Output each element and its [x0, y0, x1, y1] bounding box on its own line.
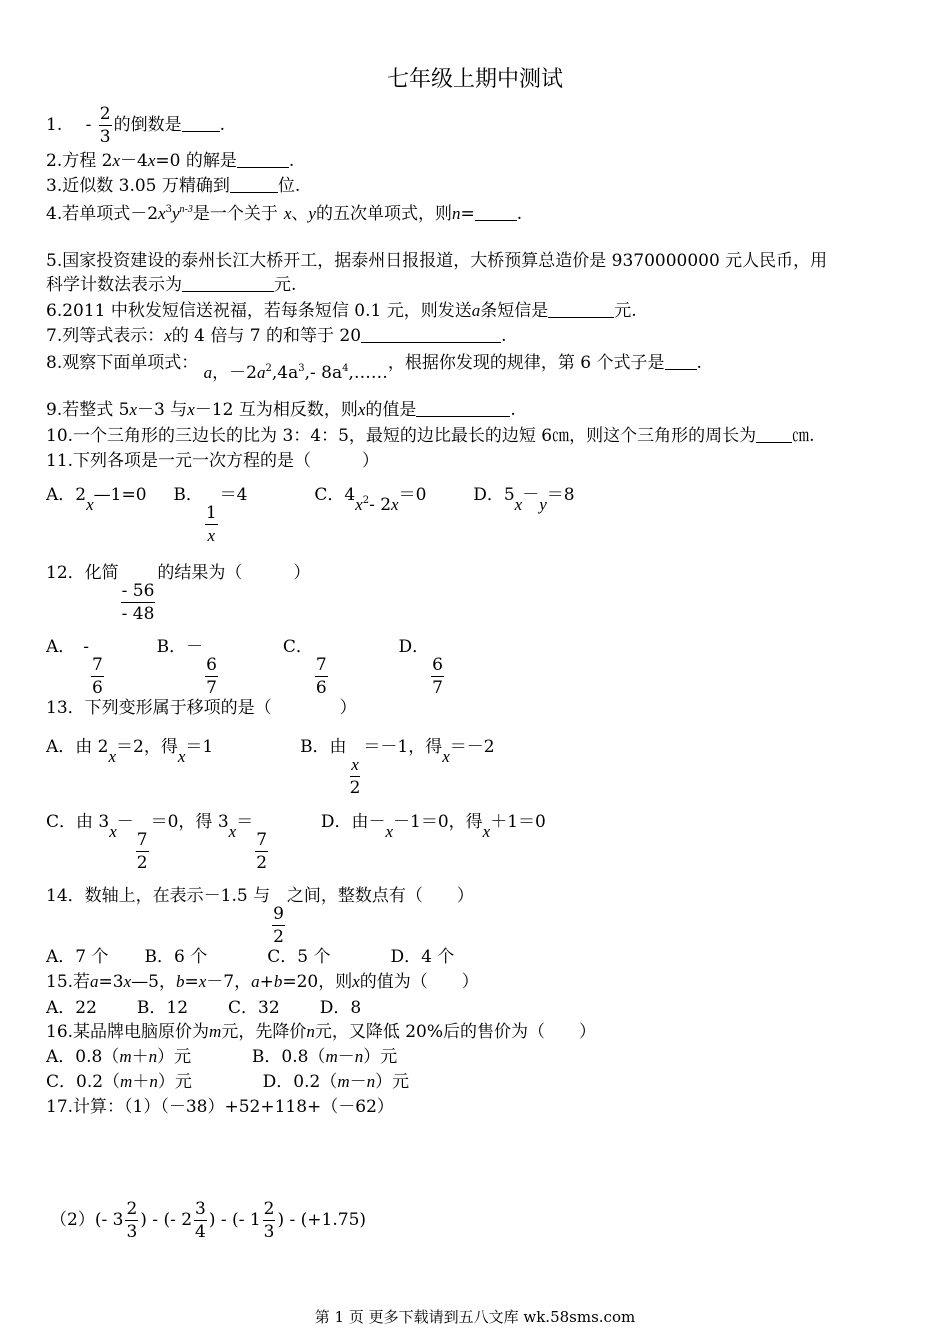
q13-option-c[interactable]: C．由 3x－ $\frac{7}{2}$ ＝0，得 3x＝ $\frac{7}{2}$	[46, 812, 268, 873]
q15-option-a[interactable]: A．22	[46, 998, 97, 1018]
q10-answer-blank[interactable]	[756, 426, 792, 443]
question-15: 15.若a=3x—5，b=x－7，a+b=20，则x的值为（ ）	[46, 972, 479, 992]
q8-sequence: a，$-2a^2,4a^3,-$ $8a^4,\dots\dots$	[203, 363, 388, 383]
q15-option-b[interactable]: B．12	[136, 998, 189, 1018]
q12-option-d[interactable]: D． $\frac{6}{7}$	[398, 637, 443, 698]
question-16: 16.某品牌电脑原价为m元，先降价n元，又降低 20%后的售价为（ ）	[46, 1022, 597, 1042]
question-8: 8.观察下面单项式： a，$-2a^2,4a^3,-$ $8a^4,\dots\dots$，根据你发现的规律，第 6 个式子是 .	[46, 353, 702, 383]
q16-option-c[interactable]: C．0.2（m＋n）元	[46, 1072, 192, 1092]
question-2: 2.方程 2x－4x=0 的解是 .	[46, 151, 295, 171]
question-6: 6.2011 中秋发短信送祝福，若每条短信 0.1 元，则发送a条短信是 元.	[46, 301, 637, 321]
q8-answer-blank[interactable]	[665, 353, 697, 370]
q5-answer-blank[interactable]	[182, 275, 274, 292]
q3-answer-blank[interactable]	[230, 176, 278, 193]
q12-option-b[interactable]: B．－ $\frac{6}{7}$	[156, 637, 217, 698]
q15-option-c[interactable]: C．32	[228, 998, 280, 1018]
q13-option-d[interactable]: D．由－x－1＝0，得x＋1＝0	[320, 812, 546, 841]
q12-option-a[interactable]: A． - $\frac{7}{6}$	[46, 637, 103, 698]
q16-options-row-2	[46, 1071, 409, 1093]
question-14: 14．数轴上，在表示－1.5 与 $\frac{9}{2}$ 之间，整数点有（ ）	[46, 886, 474, 947]
question-1: 1. - $\frac{2}{3}$ 的倒数是 .	[46, 104, 226, 147]
q11-option-a[interactable]: A．2x—1=0	[46, 485, 147, 514]
question-5-line-2: 科学计数法表示为 元.	[46, 275, 297, 295]
q15-option-d[interactable]: D．8	[319, 998, 362, 1018]
question-5-line-1: 5.国家投资建设的泰州长江大桥开工，据泰州日报报道，大桥预算总造价是 9370000000 元人民币，用	[46, 251, 828, 271]
q1-number: 1.	[46, 115, 63, 135]
page-footer: 第 1 页 更多下载请到五八文库 wk.58sms.com	[314, 1308, 636, 1326]
question-10: 10.一个三角形的三边长的比为 3：4：5，最短的边比最长的边短 6㎝，则这个三角形的周长为 ㎝.	[46, 426, 815, 446]
question-9: 9.若整式 5x－3 与x－12 互为相反数，则x的值是 .	[46, 400, 516, 420]
q11-option-d[interactable]: D．5x－y＝8	[473, 485, 575, 514]
q13-option-a[interactable]: A．由 2x＝2，得x＝1	[46, 737, 214, 766]
q12-fraction: $\frac{- 56}{- 48}$	[121, 581, 155, 624]
q6-answer-blank[interactable]	[548, 301, 614, 318]
q14-option-d[interactable]: D．4 个	[390, 947, 455, 967]
question-12: 12．化简 $\frac{- 56}{- 48}$ 的结果为（ ）	[46, 563, 311, 624]
q11-options	[46, 484, 575, 547]
q11-option-b[interactable]: B． $\frac{1}{x}$ ＝4	[173, 485, 248, 545]
q16-option-d[interactable]: D．0.2（m－n）元	[262, 1072, 410, 1092]
q1-fraction: $\frac{2}{3}$	[99, 104, 111, 147]
question-7: 7.列等式表示：x的 4 倍与 7 的和等于 20 .	[46, 326, 507, 346]
q14-option-c[interactable]: C．5 个	[267, 947, 331, 967]
q1-answer-blank[interactable]	[182, 115, 220, 132]
q16-options-row-1	[46, 1046, 397, 1068]
q16-option-a[interactable]: A．0.8（m＋n）元	[46, 1047, 192, 1067]
q14-options	[46, 946, 454, 968]
q4-answer-blank[interactable]	[475, 204, 517, 221]
q1-sign: -	[85, 115, 92, 135]
q17-part-2: （2）(- 3 $\frac{2}{3}$ ) - (- 2 $\frac{3}{4}$ ) - (- 1 $\frac{2}{3}$ ) - (+1.75)	[50, 1199, 367, 1242]
q14-option-b[interactable]: B．6 个	[144, 947, 208, 967]
q16-option-b[interactable]: B．0.8（m－n）元	[251, 1047, 398, 1067]
q13-option-b[interactable]: B．由 $\frac{x}{2}$ ＝－1，得x＝－2	[300, 737, 495, 798]
question-4: 4.若单项式$-2x^3y^{n-3}$是一个关于 x、y的五次单项式，则n= .	[46, 204, 523, 224]
q13-options-row-2	[46, 811, 546, 874]
q12-options	[46, 636, 446, 699]
q14-fraction: $\frac{9}{2}$	[273, 904, 284, 947]
q11-option-c[interactable]: C．$4x^2-$ 2x＝0	[314, 485, 427, 515]
question-11: 11.下列各项是一元一次方程的是（ ）	[46, 451, 380, 471]
question-13: 13．下列变形属于移项的是（ ）	[46, 698, 357, 718]
q9-answer-blank[interactable]	[416, 400, 510, 417]
q12-option-c[interactable]: C． $\frac{7}{6}$	[282, 637, 327, 698]
q13-options-row-1	[46, 736, 495, 799]
q14-option-a[interactable]: A．7 个	[46, 947, 109, 967]
page-title: 七年级上期中测试	[386, 67, 563, 92]
q15-options	[46, 997, 361, 1019]
question-3: 3.近似数 3.05 万精确到 位.	[46, 176, 301, 196]
q7-answer-blank[interactable]	[361, 326, 501, 343]
q2-answer-blank[interactable]	[237, 151, 289, 168]
question-17: 17.计算：（1）（－38）+52+118+（－62）	[46, 1097, 394, 1117]
